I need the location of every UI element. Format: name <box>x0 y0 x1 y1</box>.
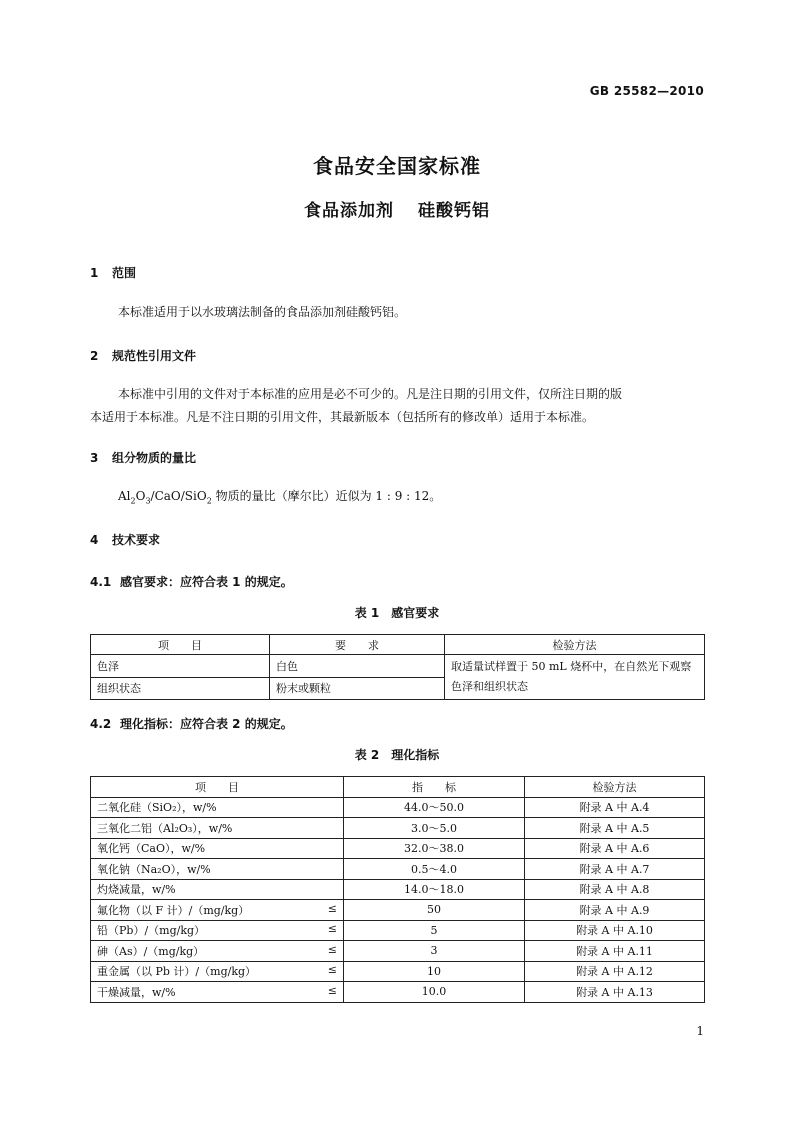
section-2-text <box>90 383 705 429</box>
leq-symbol: ≤ <box>327 942 337 956</box>
section-3-heading <box>90 449 196 466</box>
subtitle-right: 硅酸钙铝 <box>418 201 490 221</box>
cell-method: 附录 A 中 A.4 <box>525 797 705 818</box>
table-1-sensory <box>90 634 705 700</box>
table-header-row <box>91 777 705 798</box>
table-1-caption: 表 1 感官要求 <box>354 606 440 620</box>
table-row <box>91 961 705 982</box>
column-header: 检验方法 <box>445 635 705 655</box>
table-row <box>91 900 705 921</box>
cell-value: 5 <box>344 920 525 941</box>
subtitle-left: 食品添加剂 <box>304 201 394 221</box>
leq-symbol: ≤ <box>327 963 337 977</box>
page-number: 1 <box>696 1024 704 1038</box>
cell-value: 44.0～50.0 <box>344 797 525 818</box>
cell-value: 3 <box>344 941 525 962</box>
cell-value: 3.0～5.0 <box>344 818 525 839</box>
table-row <box>91 941 705 962</box>
table-row <box>91 655 705 678</box>
table-2-caption: 表 2 理化指标 <box>354 748 440 762</box>
cell-method: 附录 A 中 A.11 <box>525 941 705 962</box>
section-number: 4.2 <box>90 717 112 731</box>
section-title: 规范性引用文件 <box>112 349 197 363</box>
section-title: 理化指标：应符合表 2 的规定。 <box>120 717 293 731</box>
section-number: 4 <box>90 533 99 547</box>
column-header: 指 标 <box>344 777 525 798</box>
cell-requirement: 粉末或颗粒 <box>270 677 445 700</box>
section-3-text <box>90 485 705 512</box>
table-row <box>91 982 705 1003</box>
cell-method: 附录 A 中 A.13 <box>525 982 705 1003</box>
table-row <box>91 859 705 880</box>
cell-item: 氧化钠（Na₂O），w/% <box>91 859 344 880</box>
cell-method: 附录 A 中 A.9 <box>525 900 705 921</box>
cell-item: 重金属（以 Pb 计）/（mg/kg） ≤ <box>91 961 344 982</box>
cell-method: 取适量试样置于 50 mL 烧杯中，在自然光下观察色泽和组织状态 <box>445 655 705 700</box>
column-header: 检验方法 <box>525 777 705 798</box>
document-subtitle <box>0 196 794 221</box>
cell-value: 0.5～4.0 <box>344 859 525 880</box>
cell-method: 附录 A 中 A.5 <box>525 818 705 839</box>
table-2-physicochemical <box>90 776 705 1003</box>
section-1-heading <box>90 264 136 281</box>
section-1-text <box>90 301 705 324</box>
cell-requirement: 白色 <box>270 655 445 678</box>
document-code: GB 25582—2010 <box>589 84 704 98</box>
section-number: 3 <box>90 451 99 465</box>
document-title: 食品安全国家标准 <box>313 154 481 178</box>
section-4-2-heading <box>90 715 293 732</box>
cell-item: 铅（Pb）/（mg/kg） ≤ <box>91 920 344 941</box>
column-header: 要 求 <box>270 635 445 655</box>
section-title: 范围 <box>112 266 137 280</box>
cell-value: 10.0 <box>344 982 525 1003</box>
section-4-heading <box>90 531 160 548</box>
section-title: 感官要求：应符合表 1 的规定。 <box>120 575 293 589</box>
leq-symbol: ≤ <box>327 983 337 997</box>
cell-item: 干燥减量，w/% ≤ <box>91 982 344 1003</box>
cell-method: 附录 A 中 A.10 <box>525 920 705 941</box>
table-header-row <box>91 635 705 655</box>
leq-symbol: ≤ <box>327 922 337 936</box>
section-number: 1 <box>90 266 99 280</box>
cell-method: 附录 A 中 A.7 <box>525 859 705 880</box>
cell-value: 50 <box>344 900 525 921</box>
section-title: 组分物质的量比 <box>112 451 197 465</box>
cell-value: 32.0～38.0 <box>344 838 525 859</box>
cell-method: 附录 A 中 A.6 <box>525 838 705 859</box>
cell-item: 色泽 <box>91 655 270 678</box>
table-row <box>91 879 705 900</box>
cell-item: 灼烧减量，w/% <box>91 879 344 900</box>
table-row <box>91 818 705 839</box>
cell-method: 附录 A 中 A.12 <box>525 961 705 982</box>
section-title: 技术要求 <box>112 533 161 547</box>
leq-symbol: ≤ <box>327 901 337 915</box>
cell-item: 三氧化二铝（Al₂O₃），w/% <box>91 818 344 839</box>
cell-value: 10 <box>344 961 525 982</box>
column-header: 项 目 <box>91 635 270 655</box>
paragraph: 本标准适用于以水玻璃法制备的食品添加剂硅酸钙铝。 <box>118 305 407 319</box>
cell-value: 14.0～18.0 <box>344 879 525 900</box>
table-row <box>91 797 705 818</box>
table-row <box>91 838 705 859</box>
section-number: 4.1 <box>90 575 112 589</box>
section-2-heading <box>90 347 196 364</box>
cell-item: 二氧化硅（SiO₂），w/% <box>91 797 344 818</box>
cell-item: 氟化物（以 F 计）/（mg/kg） ≤ <box>91 900 344 921</box>
column-header: 项 目 <box>91 777 344 798</box>
table-row <box>91 920 705 941</box>
cell-item: 砷（As）/（mg/kg） ≤ <box>91 941 344 962</box>
cell-method: 附录 A 中 A.8 <box>525 879 705 900</box>
paragraph-line: 本标准中引用的文件对于本标准的应用是必不可少的。凡是注日期的引用文件，仅所注日期的版 <box>118 387 623 401</box>
cell-item: 组织状态 <box>91 677 270 700</box>
section-number: 2 <box>90 349 99 363</box>
paragraph-line: 本适用于本标准。凡是不注日期的引用文件，其最新版本（包括所有的修改单）适用于本标准。 <box>90 410 595 424</box>
formula-paragraph: $Al_2O_3/CaO/SiO_2$ 物质的量比（摩尔比）近似为 1 : 9 : 12。 <box>118 489 442 506</box>
section-4-1-heading <box>90 573 293 590</box>
cell-item: 氧化钙（CaO），w/% <box>91 838 344 859</box>
